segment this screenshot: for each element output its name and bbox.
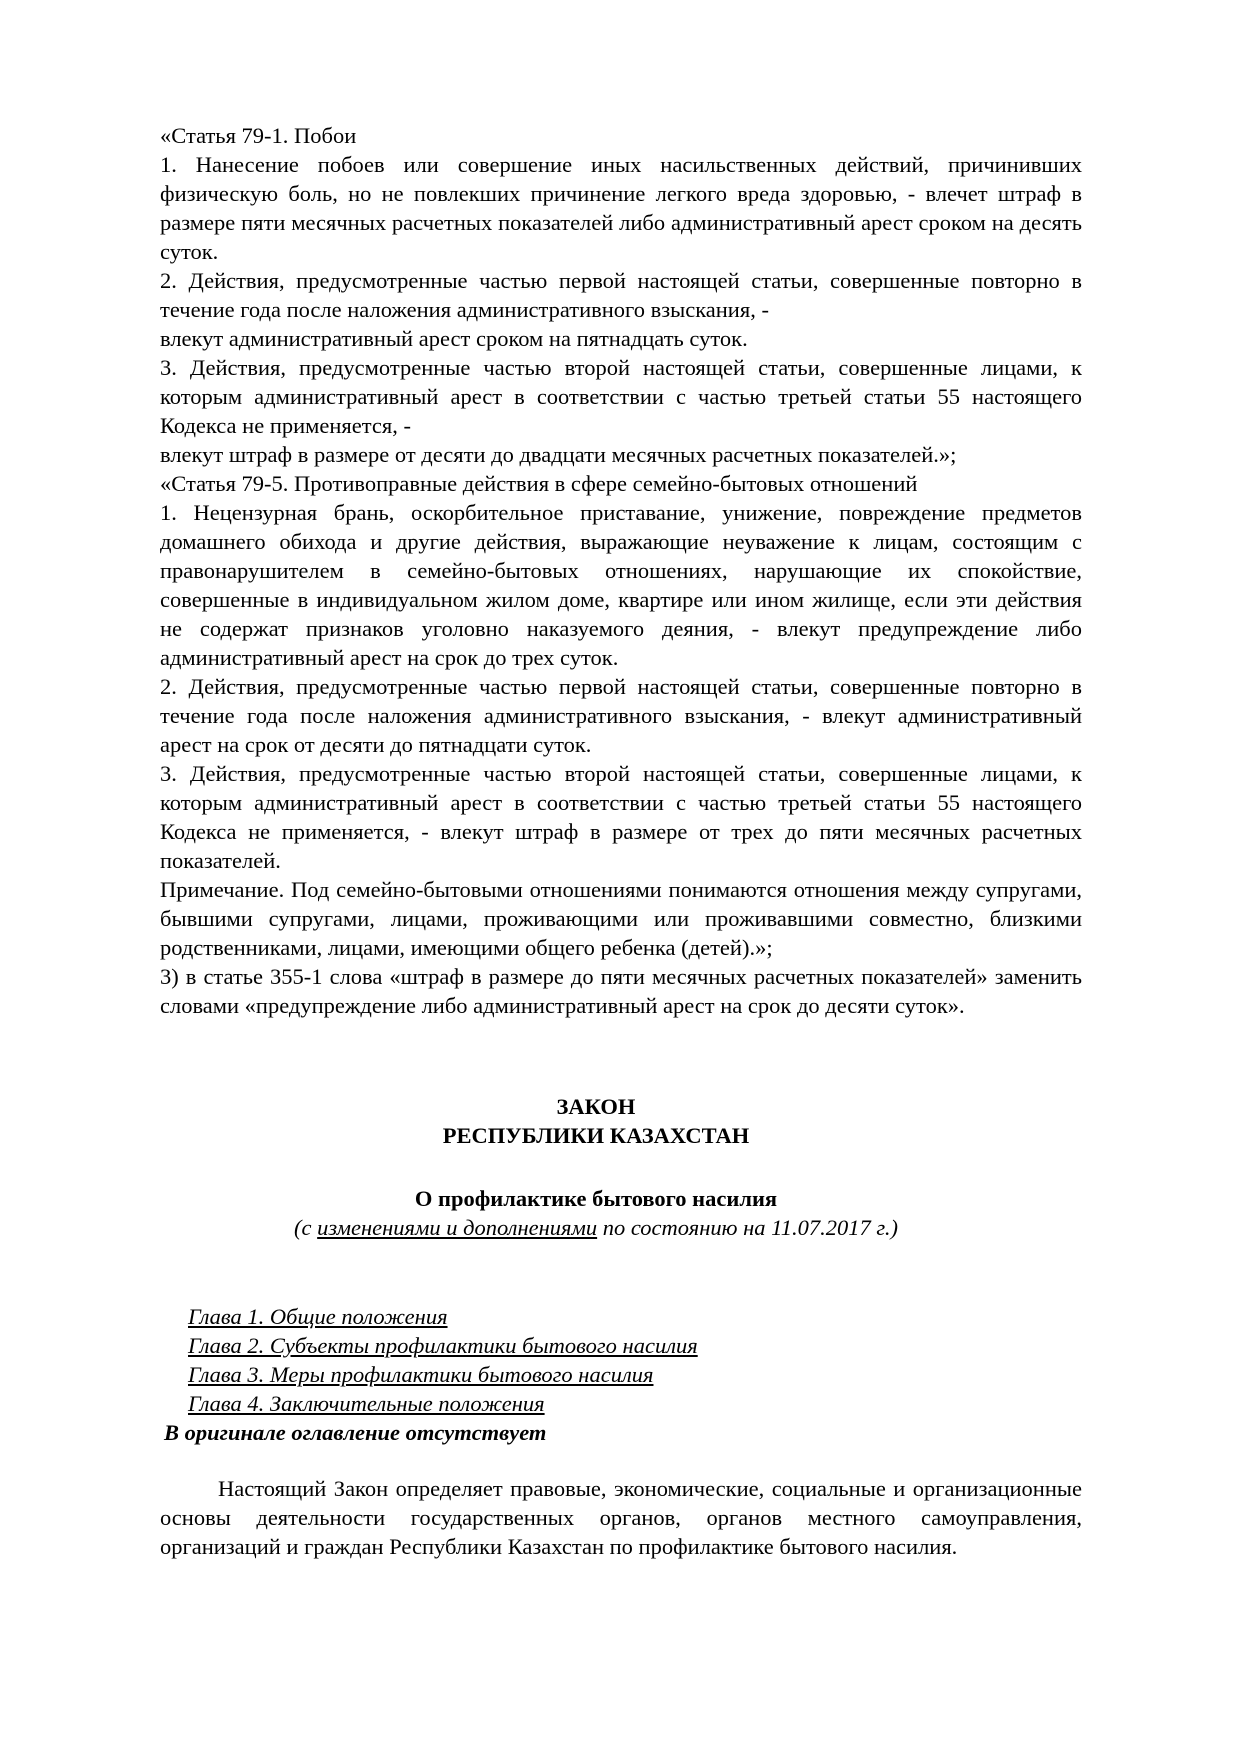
law-heading-line2: РЕСПУБЛИКИ КАЗАХСТАН [442,1123,750,1148]
body-paragraph: 3) в статье 355-1 слова «штраф в размере до пяти месячных расчетных показателей» заменить словами «предупреждение либо административный арест на срок до десяти суток». [160,964,1082,1018]
body-paragraph: 2. Действия, предусмотренные частью первой настоящей статьи, совершенные повторно в течение года после наложения административного взыскания, - влекут административный арест на срок от десяти до пятнадцати суток. [160,674,1082,757]
toc-chapter-3-link[interactable]: Глава 3. Меры профилактики бытового насилия [188,1362,654,1387]
toc-missing-note: В оригинале оглавление отсутствует [164,1420,547,1445]
law-title-block [160,1184,1082,1242]
amendments-block [160,121,1082,1020]
law-heading-line1: ЗАКОН [556,1094,636,1119]
law-heading [160,1092,1082,1150]
table-of-contents [160,1302,1082,1447]
toc-chapter-4-link[interactable]: Глава 4. Заключительные положения [188,1391,545,1416]
toc-chapter-1-link[interactable]: Глава 1. Общие положения [188,1304,448,1329]
article-79-1-heading: «Статья 79-1. Побои [160,123,357,148]
body-paragraph: влекут штраф в размере от десяти до двадцати месячных расчетных показателей.»; [160,442,957,467]
body-paragraph: 3. Действия, предусмотренные частью второй настоящей статьи, совершенные лицами, к которым административный арест в соответствии с частью третьей статьи 55 настоящего Кодекса не применяется, - влекут штраф в размере от трех до пяти месячных расчетных показателей. [160,761,1082,873]
revision-line [160,1213,1032,1242]
revision-suffix: по состоянию на 11.07.2017 г.) [597,1215,898,1240]
article-79-5-heading: «Статья 79-5. Противоправные действия в сфере семейно-бытовых отношений [160,471,918,496]
revision-link[interactable]: изменениями и дополнениями [317,1215,598,1240]
note-paragraph: Примечание. Под семейно-бытовыми отношениями понимаются отношения между супругами, бывшими супругами, лицами, проживающими или проживавшими совместно, близкими родственниками, лицами, имеющими общего ребенка (детей).»; [160,877,1082,960]
revision-prefix: (с [294,1215,318,1240]
preamble-paragraph: Настоящий Закон определяет правовые, экономические, социальные и организационные основы деятельности государственных органов, органов местного самоуправления, организаций и граждан Республики Казахстан по профилактике бытового насилия. [160,1476,1082,1559]
toc-chapter-2-link[interactable]: Глава 2. Субъекты профилактики бытового насилия [188,1333,698,1358]
body-paragraph: 1. Нанесение побоев или совершение иных насильственных действий, причинивших физическую боль, но не повлекших причинение легкого вреда здоровью, - влечет штраф в размере пяти месячных расчетных показателей либо административный арест сроком на десять суток. [160,152,1082,264]
body-paragraph: влекут административный арест сроком на пятнадцать суток. [160,326,748,351]
law-title: О профилактике бытового насилия [414,1186,778,1211]
body-paragraph: 2. Действия, предусмотренные частью первой настоящей статьи, совершенные повторно в течение года после наложения административного взыскания, - [160,268,1082,322]
body-paragraph: 3. Действия, предусмотренные частью второй настоящей статьи, совершенные лицами, к которым административный арест в соответствии с частью третьей статьи 55 настоящего Кодекса не применяется, - [160,355,1082,438]
body-paragraph: 1. Нецензурная брань, оскорбительное приставание, унижение, повреждение предметов домашнего обихода и другие действия, выражающие неуважение к лицам, состоящим с правонарушителем в семейно-бытовых отношениях, нарушающие их спокойствие, совершенные в индивидуальном жилом доме, квартире или ином жилище, если эти действия не содержат признаков уголовно наказуемого деяния, - влекут предупреждение либо административный арест на срок до трех суток. [160,500,1082,670]
